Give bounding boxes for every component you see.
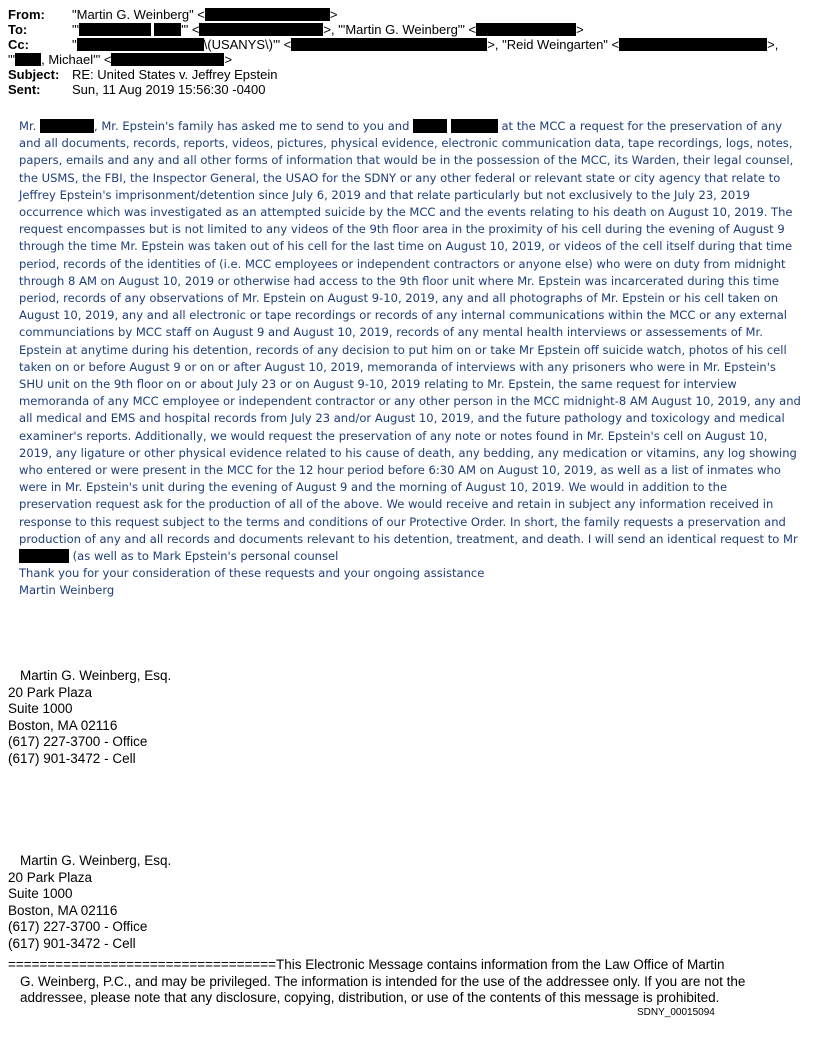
signature-city: Boston, MA 02116 [8,902,118,918]
cc-row-continued: "' , Michael'" < > [8,52,233,67]
redaction-box [40,119,94,133]
signature-office-phone: (617) 227-3700 - Office [8,919,148,935]
email-header [8,7,808,97]
bates-number: SDNY_00015094 [637,1007,715,1018]
message-body [19,118,801,600]
subject-label: Subject: [8,67,60,82]
cc-row: Cc: " \(USANYS\)'" < >, "Reid Weingarten" < >, [8,37,779,52]
redaction-box [476,23,576,36]
sent-label: Sent: [8,82,41,97]
signature-suite: Suite 1000 [8,701,73,717]
signature-block [8,668,171,768]
disclaimer-first-line: ==================================This Electronic Message contains information from the Law Office of Martin [8,957,725,972]
signature-name: Martin G. Weinberg, Esq. [20,853,172,868]
signature-office-phone: (617) 227-3700 - Office [8,734,148,750]
redaction-box [451,119,498,133]
disclaimer [8,957,808,1007]
subject-row [8,67,808,82]
signature-cell-phone: (617) 901-3472 - Cell [8,935,136,951]
signature-street: 20 Park Plaza [8,869,93,885]
redaction-box [291,38,487,51]
redaction-box [619,38,767,51]
thanks-line: Thank you for your consideration of these requests and your ongoing assistance [19,566,485,581]
cc-label: Cc: [8,37,29,52]
message-paragraph: Mr. , Mr. Epstein's family has asked me to send to you and at the MCC a request for the preservation of any and all documents, records, reports, videos, pictures, physical evidence, electronic communication data, tape recordings, logs, notes, papers, emails and any and all other forms of information that would be in the possession of the MCC, its Warden, their legal counsel, the USMS, the FBI, the Inspector General, the USAO for the SDNY or any other federal or relevant state or city agency that relate to Jeffrey Epstein's imprisonment/detention since July 6, 2019 and that relate particularly but not exclusively to the July 23, 2019 occurrence which was investigated as an attempted suicide by the MCC and the events relating to his death on August 10, 2019. The request encompasses but is not limited to any videos of the 9th floor area in the proximity of his cell during the evening of August 9 through the time Mr. Epstein was taken out of his cell for the last time on August 10, 2019, or videos of the cell itself during that time period, records of the identities of (i.e. MCC employees or independent contractors or anyone else) who were on duty from midnight through 8 AM on August 10, 2019 or otherwise had access to the 9th floor unit where Mr. Epstein was incarcerated during this time period, records of any observations of Mr. Epstein on August 9-10, 2019, any and all photographs of Mr. Epstein or his cell taken on August 10, 2019, any and all electronic or tape recordings or records of any internal communications within the MCC or any external communciations by MCC staff on August 9 and August 10, 2019, records of any mental health interviews or assessements of Mr. Epstein at anytime during his detention, records of any decision to put him on or take Mr Epstein off suicide watch, photos of his cell taken on or before August 9 or on or after August 10, 2019, memoranda of interviews with any prisoners who were in Mr. Epstein's SHU unit on the 9th floor on or about July 23 or on August 9-10, 2019 relating to Mr. Epstein, the same request for interview memoranda of any MCC employee or independent contractor or any other person in the MCC midnight-8 AM August 10, 2019, any and all medical and EMS and hospital records from July 23 and/or August 10, 2019, and the future pathology and toxicology and medical examiner's reports. Additionally, we would request the preservation of any note or notes found in Mr. Epstein's cell on August 10, 2019, any ligature or other physical evidence related to his cause of death, any bedding, any medication or vitamins, any log showing who entered or were present in the MCC for the 12 hour period before 6:30 AM on August 10, 2019, as well as a list of inmates who were in Mr. Epstein's unit during the evening of August 9 and the morning of August 10, 2019. We would in addition to the preservation request ask for the production of all of the above. We would receive and retain in subject any information received in response to this request subject to the terms and conditions of our Protective Order. In short, the family requests a preservation and production of any and all records and documents relevant to his detention, treatment, and death. I will send an identical request to Mr (as well as to Mark Epstein's personal counsel [19,119,801,564]
signature-name: Martin G. Weinberg, Esq. [20,668,172,683]
redaction-box [77,38,204,51]
signature-suite: Suite 1000 [8,886,73,902]
disclaimer-text: G. Weinberg, P.C., and may be privileged. The information is intended for the use of the addressee only. If you are not the addressee, please note that any disclosure, copying, distribution, or use of the contents of this message is prohibited. [20,973,746,1006]
signature-cell-phone: (617) 901-3472 - Cell [8,750,136,766]
redaction-box [19,549,69,563]
redaction-box [154,23,181,36]
signature-street: 20 Park Plaza [8,684,93,700]
from-row: From: "Martin G. Weinberg" < > [8,7,338,22]
subject-value: RE: United States v. Jeffrey Epstein [72,67,278,82]
redaction-box [413,119,447,133]
redaction-box [111,53,224,66]
from-label: From: [8,7,45,22]
redaction-box [199,23,323,36]
signoff-name: Martin Weinberg [19,583,115,598]
to-row: To: "' '" < >, "'Martin G. Weinberg'" < > [8,22,584,37]
sent-row [8,82,808,97]
sent-value: Sun, 11 Aug 2019 15:56:30 -0400 [72,82,266,97]
redaction-box [205,8,330,21]
redaction-box [79,23,151,36]
signature-city: Boston, MA 02116 [8,717,118,733]
to-label: To: [8,22,28,37]
redaction-box [15,53,41,66]
signature-block [8,853,171,953]
from-value: "Martin G. Weinberg" < [72,7,205,22]
